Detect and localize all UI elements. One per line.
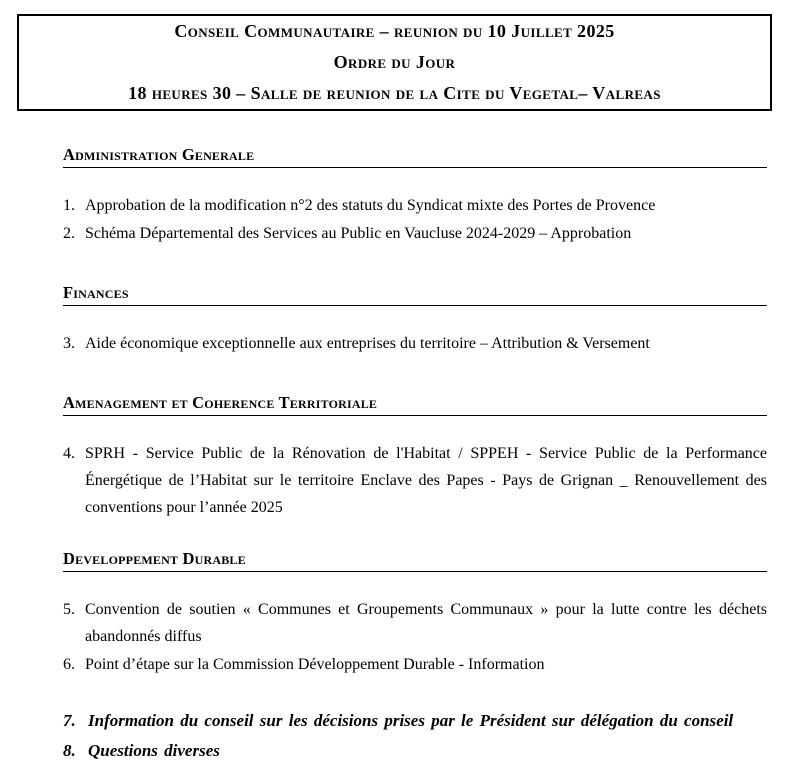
header-time-location: 18 heures 30 – Salle de reunion de la Cite du Vegetal– Valreas	[128, 83, 661, 103]
item-number: 1.	[63, 197, 75, 214]
section-title-amenagement: Amenagement et Coherence Territoriale	[63, 393, 767, 416]
item-text: Questions diverses	[88, 741, 220, 760]
section-items-administration-generale	[63, 192, 767, 247]
item-text: Information du conseil sur les décisions prises par le Président sur délégation du conseil	[88, 711, 734, 730]
agenda-item-6	[63, 651, 767, 678]
agenda-item-4	[63, 440, 767, 521]
item-number: 7.	[63, 711, 76, 730]
item-number: 3.	[63, 335, 75, 352]
item-number: 6.	[63, 656, 75, 673]
agenda-item-7	[63, 706, 767, 735]
item-text: SPRH - Service Public de la Rénovation de l'Habitat / SPPEH - Service Public de la Performance Énergétique de l’Habitat sur le territoire Enclave des Papes - Pays de Grignan _ Renouvellement des conventions pour l’année 2025	[85, 445, 767, 516]
agenda-item-3	[63, 330, 767, 357]
section-title-finances: Finances	[63, 283, 767, 306]
section-items-finances	[63, 330, 767, 357]
item-number: 4.	[63, 445, 75, 462]
header-agenda-title: Ordre du Jour	[333, 52, 456, 72]
item-text: Convention de soutien « Communes et Groupements Communaux » pour la lutte contre les déchets abandonnés diffus	[85, 601, 767, 645]
header-meeting-title: Conseil Communautaire – reunion du 10 Juillet 2025	[174, 21, 615, 41]
agenda-content	[63, 0, 767, 765]
item-text: Approbation de la modification n°2 des statuts du Syndicat mixte des Portes de Provence	[85, 197, 656, 214]
section-title-administration-generale: Administration Generale	[63, 145, 767, 168]
item-text: Aide économique exceptionnelle aux entreprises du territoire – Attribution & Versement	[85, 335, 650, 352]
section-title-developpement-durable: Developpement Durable	[63, 549, 767, 572]
agenda-item-1	[63, 192, 767, 219]
item-number: 8.	[63, 741, 76, 760]
section-items-amenagement	[63, 440, 767, 521]
agenda-item-2	[63, 220, 767, 247]
item-text: Schéma Départemental des Services au Public en Vaucluse 2024-2029 – Approbation	[85, 225, 632, 242]
agenda-item-8	[63, 736, 767, 765]
item-number: 5.	[63, 601, 75, 618]
item-number: 2.	[63, 225, 75, 242]
section-items-developpement-durable	[63, 596, 767, 678]
item-text: Point d’étape sur la Commission Développement Durable - Information	[85, 656, 545, 673]
agenda-item-5	[63, 596, 767, 650]
